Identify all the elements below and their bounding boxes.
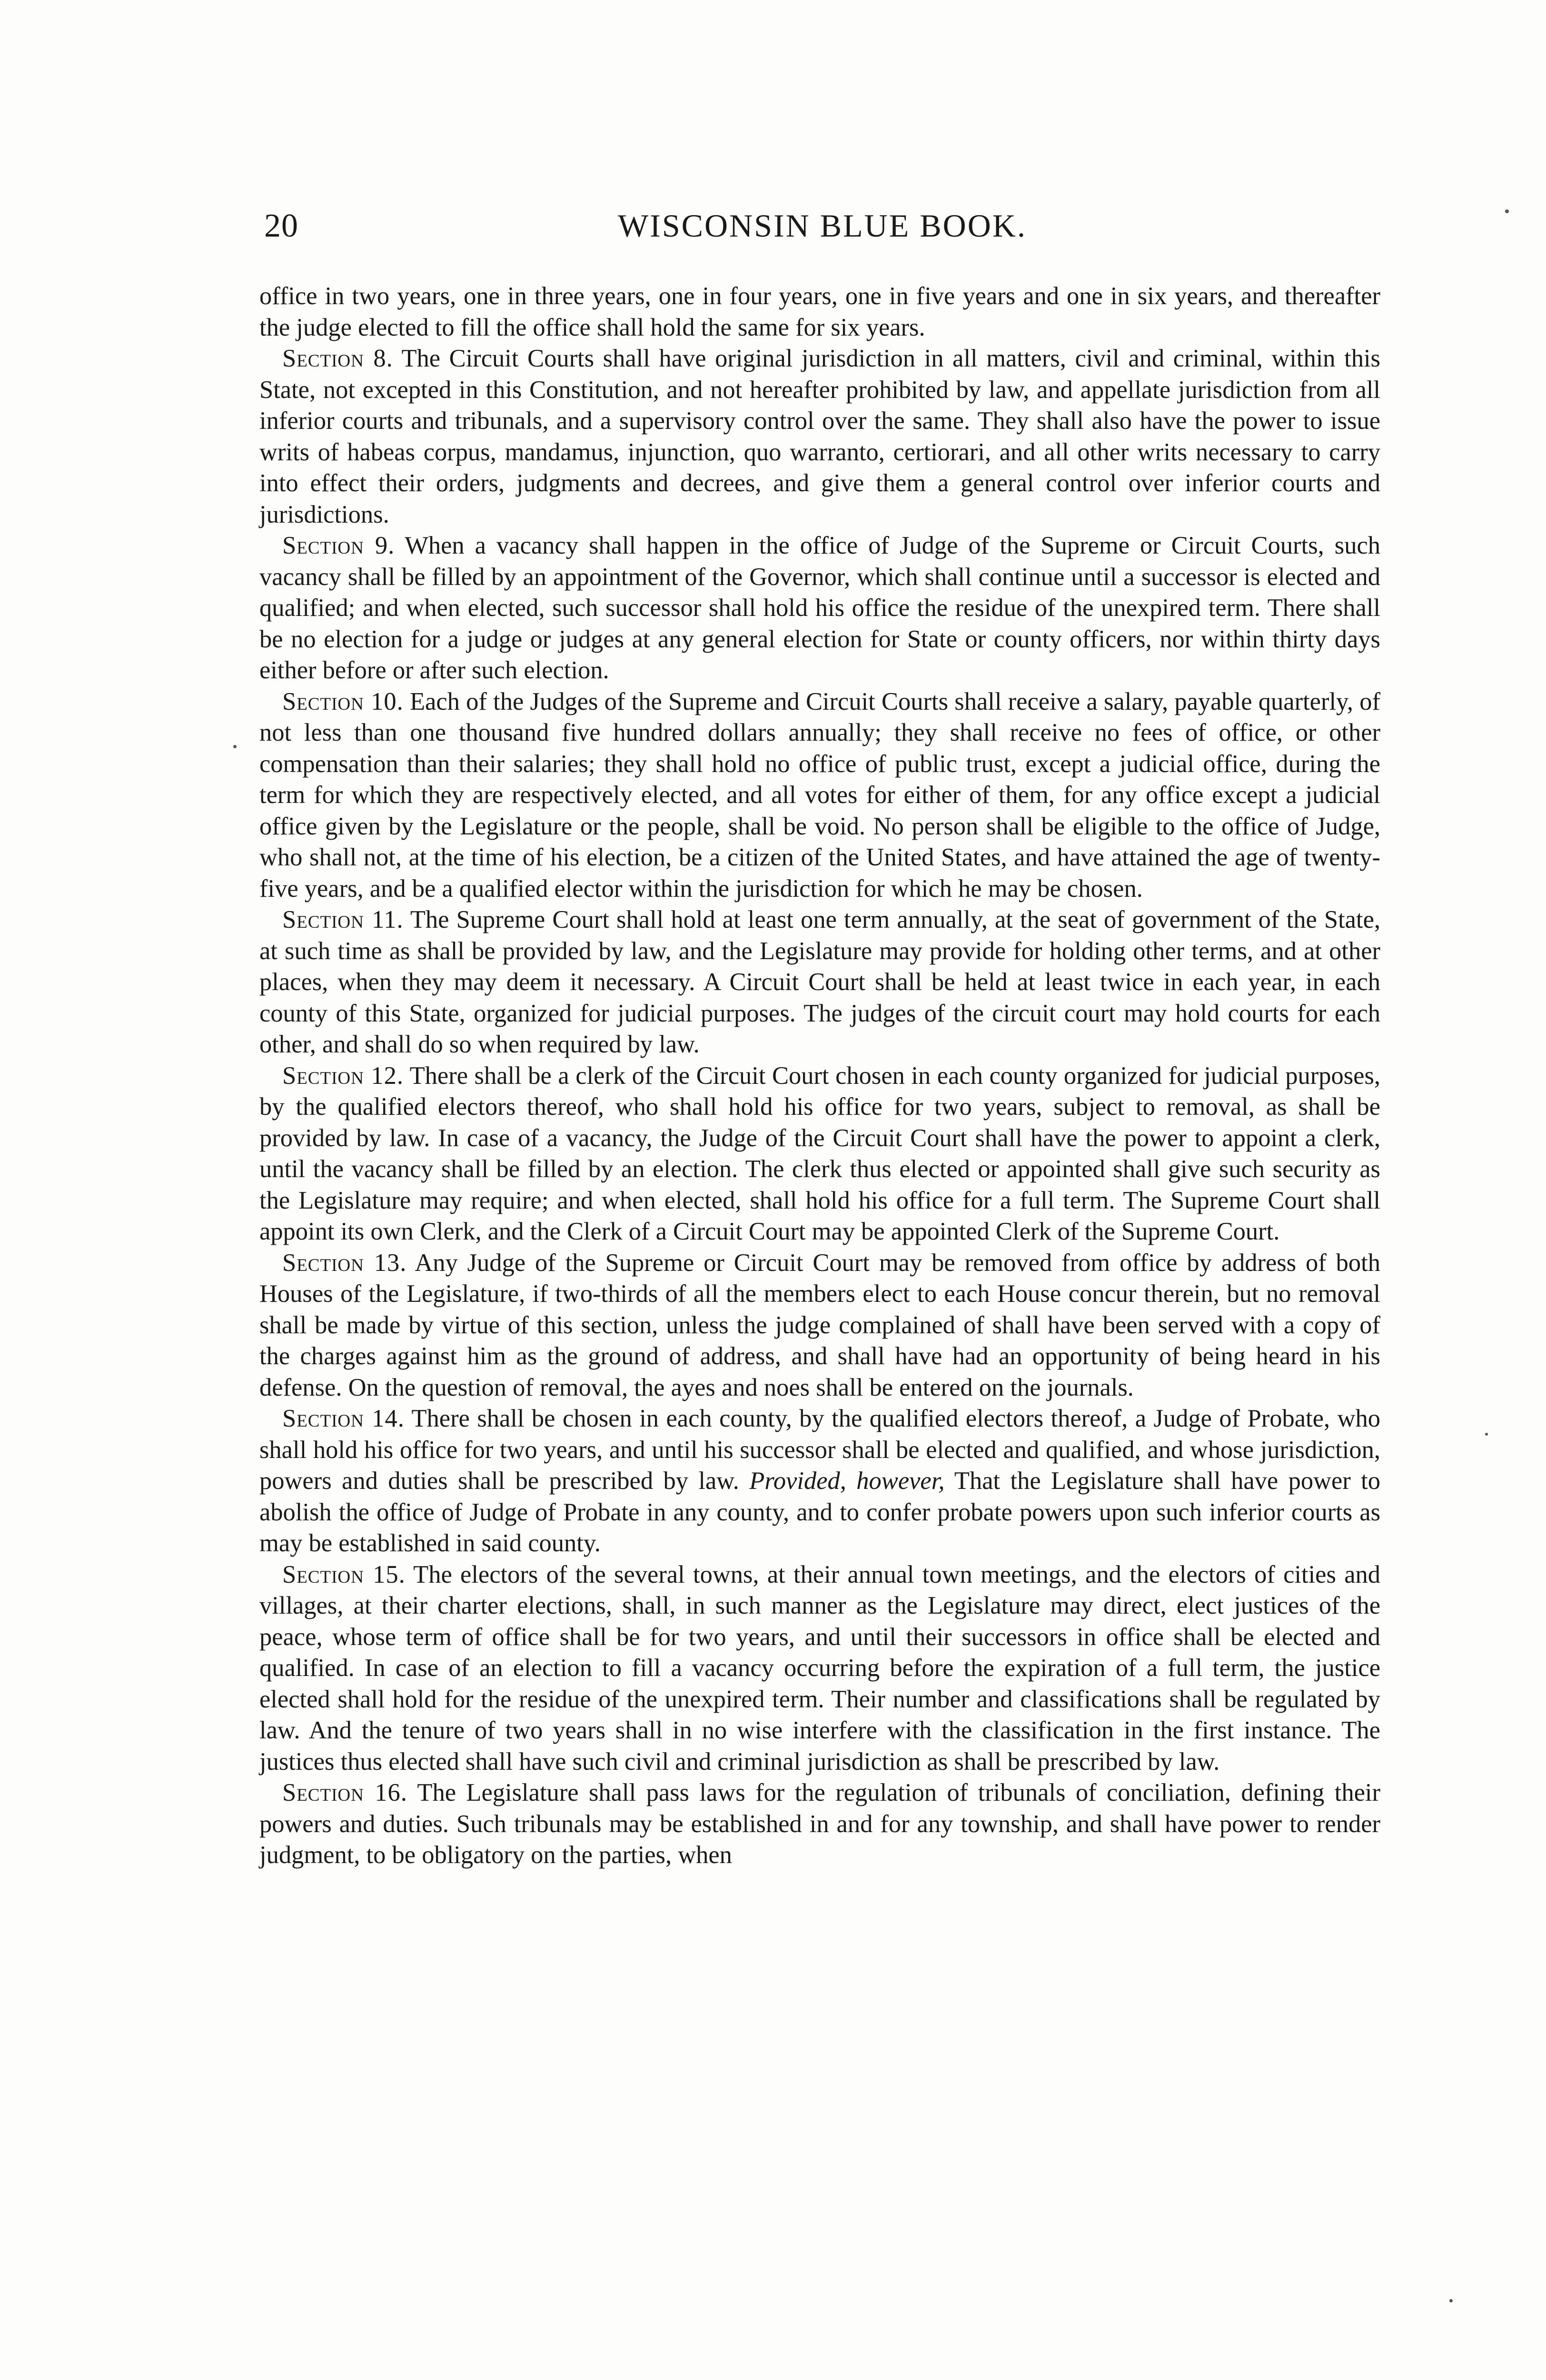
section-text: The electors of the several towns, at their annual town meetings, and the electors of cities and villages, at their charter elections, shall, in such manner as the Legislature may direct, elect justices of the peace, whose term of office shall be for two years, and until their successors in office shall be elected and qualified. In case of an election to fill a vacancy occurring before the expiration of a full term, the justice elected shall hold for the residue of the unexpired term. Their number and classifications shall be regulated by law. And the tenure of two years shall in no wise interfere with the classification in the first instance. The justices thus elected shall have such civil and criminal jurisdiction as shall be prescribed by law. — [259, 1560, 1380, 1775]
section-9 — [259, 530, 1380, 686]
section-text: The Circuit Courts shall have original jurisdiction in all matters, civil and criminal, within this State, not excepted in this Constitution, and not hereafter prohibited by law, and appellate jurisdiction from all inferior courts and tribunals, and a supervisory control over the same. They shall also have the power to issue writs of habeas corpus, mandamus, injunction, quo warranto, certiorari, and all other writs necessary to carry into effect their orders, judgments and decrees, and give them a general control over inferior courts and jurisdictions. — [259, 345, 1380, 528]
section-13 — [259, 1248, 1380, 1404]
body-text — [259, 281, 1380, 1871]
print-speck — [233, 745, 237, 748]
section-text-continued: That the Legislature shall have power to abolish the office of Judge of Probate in any county, and to confer probate powers upon such inferior courts as may be established in said county. — [259, 1467, 1381, 1557]
section-text: When a vacancy shall happen in the office of Judge of the Supreme or Circuit Courts, such vacancy shall be filled by an appointment of the Governor, which shall continue until a successor is elected and qualified; and when elected, such successor shall hold his office the residue of the unexpired term. There shall be no election for a judge or judges at any general election for State or county officers, nor within thirty days either before or after such election. — [259, 532, 1380, 684]
section-16 — [259, 1777, 1380, 1871]
continued-paragraph: office in two years, one in three years, one in four years, one in five years and one in six years, and thereafter the judge elected to fill the office shall hold the same for six years. — [259, 282, 1380, 341]
section-14 — [259, 1403, 1380, 1559]
section-12 — [259, 1061, 1380, 1248]
section-label: Section 10. — [282, 687, 404, 715]
page-title: WISCONSIN BLUE BOOK. — [618, 208, 1027, 244]
section-8 — [259, 343, 1380, 530]
section-text: Each of the Judges of the Supreme and Circuit Courts shall receive a salary, payable quarterly, of not less than one thousand five hundred dollars annually; they shall receive no fees of office, or other compensation than their salaries; they shall hold no office of public trust, except a judicial office, during the term for which they are respectively elected, and all votes for either of them, for any office except a judicial office given by the Legislature or the people, shall be void. No person shall be eligible to the office of Judge, who shall not, at the time of his election, be a citizen of the United States, and have attained the age of twenty-five years, and be a qualified elector within the jurisdiction for which he may be chosen. — [259, 687, 1380, 902]
section-label: Section 16. — [282, 1779, 407, 1806]
print-speck — [1485, 1433, 1488, 1436]
section-15 — [259, 1559, 1380, 1778]
section-label: Section 15. — [282, 1560, 406, 1588]
section-label: Section 8. — [282, 345, 393, 372]
print-speck — [1505, 209, 1509, 213]
section-text: There shall be a clerk of the Circuit Court chosen in each county organized for judicial purposes, by the qualified electors thereof, who shall hold his office for two years, subject to removal, as shall be provided by law. In case of a vacancy, the Judge of the Circuit Court shall have the power to appoint a clerk, until the vacancy shall be filled by an election. The clerk thus elected or appointed shall give such security as the Legislature may require; and when elected, shall hold his office for a full term. The Supreme Court shall appoint its own Clerk, and the Clerk of a Circuit Court may be appointed Clerk of the Supreme Court. — [259, 1061, 1380, 1245]
section-11 — [259, 904, 1380, 1061]
print-speck — [1449, 2299, 1453, 2302]
section-label: Section 14. — [282, 1405, 405, 1432]
section-10 — [259, 686, 1380, 905]
section-label: Section 12. — [282, 1061, 404, 1090]
section-text: The Legislature shall pass laws for the regulation of tribunals of conciliation, defining their powers and duties. Such tribunals may be established in and for any township, and shall have power to render judgment, to be obligatory on the parties, when — [259, 1779, 1380, 1869]
section-label: Section 11. — [282, 906, 404, 933]
section-text: Any Judge of the Supreme or Circuit Court may be removed from office by address of both Houses of the Legislature, if two-thirds of all the members elect to each House concur therein, but no removal shall be made by virtue of this section, unless the judge complained of shall have been served with a copy of the charges against him as the ground of address, and shall have had an opportunity of being heard in his defense. On the question of removal, the ayes and noes shall be entered on the journals. — [259, 1249, 1380, 1401]
section-text: The Supreme Court shall hold at least one term annually, at the seat of government of the State, at such time as shall be provided by law, and the Legislature may provide for holding other terms, and at other places, when they may deem it necessary. A Circuit Court shall be held at least twice in each year, in each county of this State, organized for judicial purposes. The judges of the circuit court may hold courts for each other, and shall do so when required by law. — [259, 906, 1380, 1058]
proviso: Provided, however, — [749, 1467, 945, 1495]
section-text: There shall be chosen in each county, by the qualified electors thereof, a Judge of Probate, who shall hold his office for two years, and until his successor shall be elected and qualified, and whose jurisdiction, powers and duties shall be prescribed by law. — [259, 1405, 1380, 1495]
section-label: Section 9. — [282, 532, 395, 559]
section-label: Section 13. — [282, 1249, 407, 1277]
page-number: 20 — [264, 208, 298, 244]
running-head — [264, 207, 1380, 250]
